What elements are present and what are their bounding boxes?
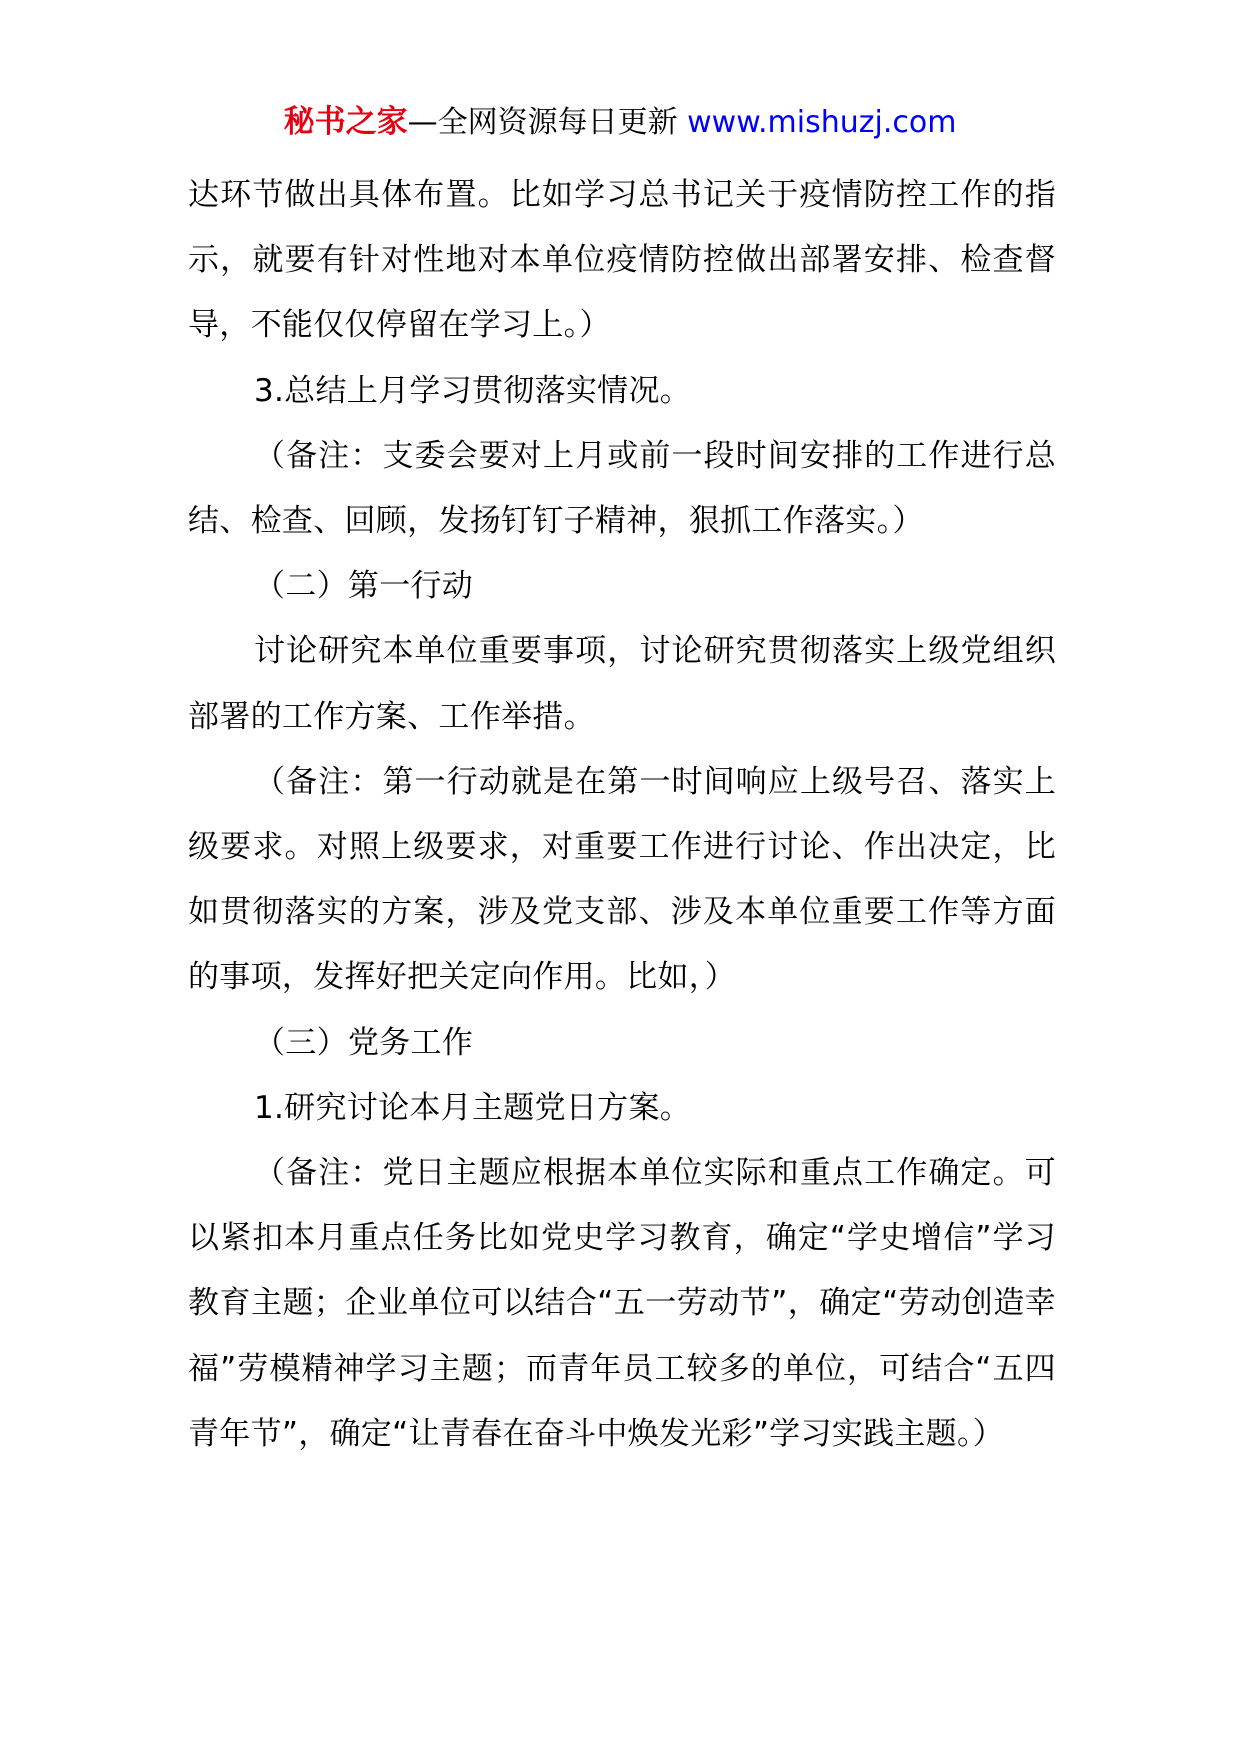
paragraph-continuation: 达环节做出具体布置。比如学习总书记关于疫情防控工作的指示，就要有针对性地对本单位疫情防控做出部署安排、检查督导，不能仅仅停留在学习上。） [188, 177, 1056, 344]
note-paragraph: （备注：第一行动就是在第一时间响应上级号召、落实上级要求。对照上级要求，对重要工作进行讨论、作出决定，比如贯彻落实的方案，涉及党支部、涉及本单位重要工作等方面的事项，发挥好把关定向作用。比如，） [188, 763, 1056, 996]
list-item-summary: 3.总结上月学习贯彻落实情况。 [254, 372, 692, 409]
site-url-link[interactable]: www.mishuzj.com [687, 105, 957, 140]
list-item-theme-day: 1.研究讨论本月主题党日方案。 [254, 1089, 692, 1126]
body-paragraph: 讨论研究本单位重要事项，讨论研究贯彻落实上级党组织部署的工作方案、工作举措。 [188, 633, 1056, 735]
note-paragraph: （备注：支委会要对上月或前一段时间安排的工作进行总结、检查、回顾，发扬钉钉子精神，狠抓工作落实。） [188, 437, 1056, 540]
section-heading-first-action: （二）第一行动 [254, 568, 474, 605]
header-slogan: —全网资源每日更新 [407, 105, 688, 140]
brand-name: 秘书之家 [283, 104, 408, 140]
document-body [188, 163, 1056, 1467]
site-header [0, 100, 1240, 145]
section-heading-party-affairs: （三）党务工作 [254, 1024, 474, 1061]
note-paragraph: （备注：党日主题应根据本单位实际和重点工作确定。可以紧扣本月重点任务比如党史学习教育，确定“学史增信”学习教育主题；企业单位可以结合“五一劳动节”，确定“劳动创造幸福”劳模精神学习主题；而青年员工较多的单位，可结合“五四青年节”，确定“让青春在奋斗中焕发光彩”学习实践主题。） [188, 1155, 1056, 1452]
